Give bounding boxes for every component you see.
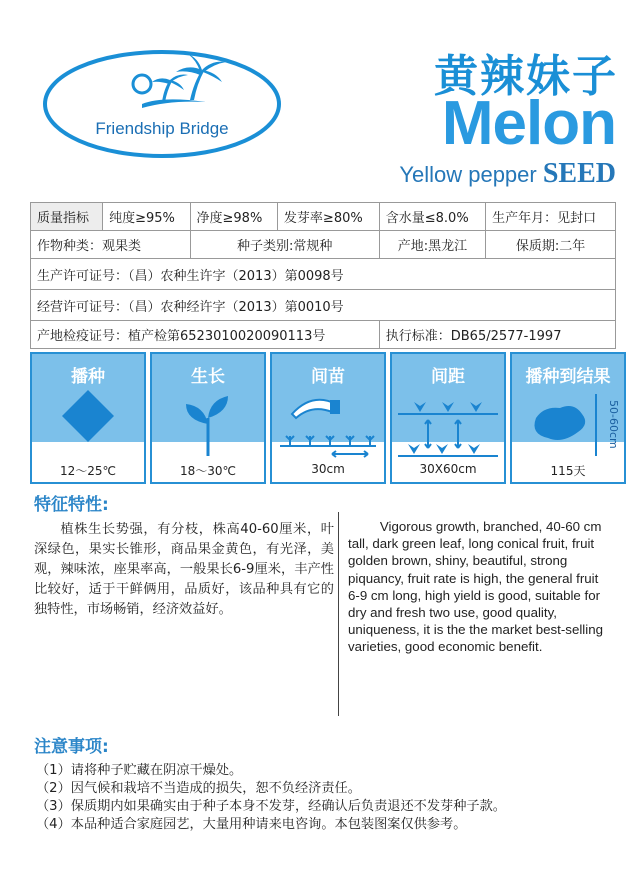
standard: 执行标准：DB65/2577-1997 bbox=[379, 321, 615, 349]
subtitle-seed: SEED bbox=[542, 158, 616, 189]
moisture: 含水量≤8.0% bbox=[379, 203, 485, 231]
shelf-life: 保质期:二年 bbox=[486, 231, 616, 259]
notes-item: （4）本品种适合家庭园艺，大量用种请来电咨询。本包装图案仅供参考。 bbox=[36, 817, 467, 832]
info-table bbox=[30, 202, 616, 349]
features-text-en: Vigorous growth, branched, 40-60 cm tall, dark green leaf, long conical fruit, fruit golden brown, shiny, beautiful, strong piquancy, fruit rate is high, the general fruit 6-9 cm long, high yield is good, suitable for dry and fresh two use, good quality, uniqueness, it is the the market best-selling varieties, good economic benefit. bbox=[348, 519, 603, 655]
sowing-icon bbox=[32, 384, 144, 462]
spacing-icon bbox=[392, 384, 504, 462]
height-label: 50-60cm bbox=[607, 400, 620, 449]
production-license: 生产许可证号：（昌）农种生许字（2013）第0098号 bbox=[31, 259, 616, 290]
features-divider bbox=[338, 512, 339, 716]
brand-name: Friendship Bridge bbox=[95, 119, 229, 138]
quarantine-cert: 产地检疫证号：植产检第6523010020090113号 bbox=[31, 321, 380, 349]
features-text-cn: 植株生长势强，有分枝，株高40-60厘米，叶深绿色，果实长锥形，商品果金黄色，有光泽，美观，辣味浓，座果率高，一般果长6-9厘米，丰产性比较好，适于干鲜俩用，品质好，该品种具有它的独特性，市场畅销，经济效益好。 bbox=[34, 522, 334, 617]
crop-type: 作物种类：观果类 bbox=[31, 231, 191, 259]
purity: 纯度≥95% bbox=[103, 203, 190, 231]
germination-rate: 发芽率≥80% bbox=[277, 203, 379, 231]
cleanliness: 净度≥98% bbox=[190, 203, 277, 231]
panel-title: 间苗 bbox=[311, 367, 345, 387]
fruit-icon bbox=[512, 384, 624, 462]
production-date: 生产年月：见封口 bbox=[486, 203, 616, 231]
panel-fruiting bbox=[510, 352, 626, 484]
panel-title: 间距 bbox=[431, 367, 465, 387]
seed-category: 种子类别:常规种 bbox=[190, 231, 379, 259]
panel-value: 30cm bbox=[311, 462, 345, 476]
panel-title: 生长 bbox=[191, 367, 225, 387]
business-license: 经营许可证号：（昌）农种经许字（2013）第0010号 bbox=[31, 290, 616, 321]
notes-title: 注意事项: bbox=[34, 737, 109, 757]
features-title: 特征特性: bbox=[34, 495, 109, 515]
notes-item: （2）因气候和栽培不当造成的损失，恕不负经济责任。 bbox=[36, 781, 361, 796]
info-row-quality bbox=[31, 203, 616, 231]
panel-thinning bbox=[270, 352, 386, 484]
notes-item: （1）请将种子贮藏在阴凉干燥处。 bbox=[36, 763, 243, 778]
origin: 产地:黑龙江 bbox=[379, 231, 485, 259]
panel-value: 30X60cm bbox=[419, 462, 477, 476]
panel-spacing bbox=[390, 352, 506, 484]
info-row-crop bbox=[31, 231, 616, 259]
info-row-business-license bbox=[31, 290, 616, 321]
panel-title: 播种 bbox=[71, 367, 105, 387]
notes-item: （3）保质期内如果确实由于种子本身不发芽，经确认后负责退还不发芽种子款。 bbox=[36, 799, 506, 814]
panel-value: 115天 bbox=[550, 464, 586, 478]
notes-list bbox=[36, 762, 616, 834]
panel-value: 12～25℃ bbox=[59, 464, 117, 478]
panel-sowing bbox=[30, 352, 146, 484]
subtitle-variety: Yellow pepper bbox=[399, 162, 543, 187]
product-title-en: Melon bbox=[441, 89, 616, 158]
brand-logo bbox=[42, 48, 282, 160]
panel-value: 18～30℃ bbox=[179, 464, 237, 478]
panel-growth bbox=[150, 352, 266, 484]
info-row-production-license bbox=[31, 259, 616, 290]
quality-label: 质量指标 bbox=[31, 203, 103, 231]
panel-title: 播种到结果 bbox=[525, 367, 611, 387]
product-subtitle bbox=[330, 158, 616, 190]
product-title-cn: 黄辣妹子 bbox=[434, 51, 618, 102]
sprout-icon bbox=[152, 384, 264, 462]
thinning-icon bbox=[272, 384, 384, 462]
info-row-quarantine bbox=[31, 321, 616, 349]
